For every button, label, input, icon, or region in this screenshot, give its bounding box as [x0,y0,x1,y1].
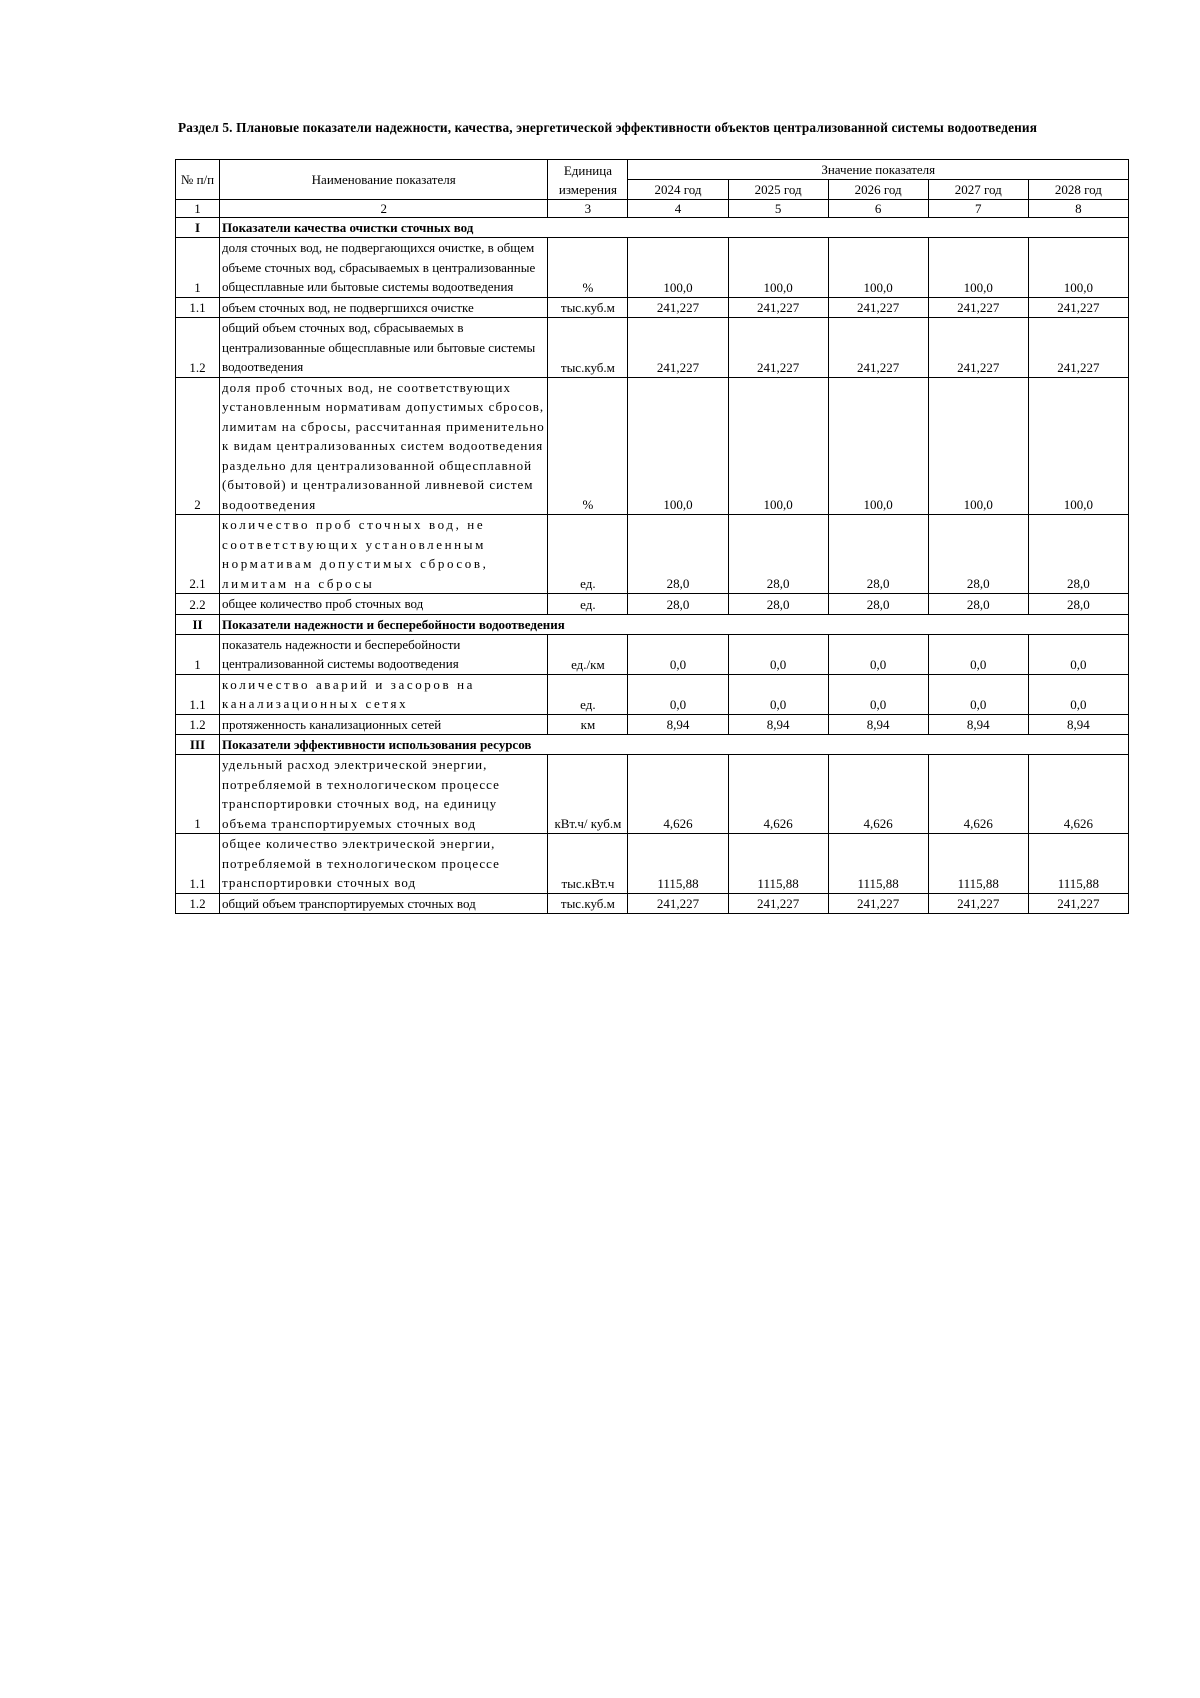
indicator-value: 241,227 [828,893,928,914]
row-number: 1.1 [176,297,220,318]
indicator-name: количество проб сточных вод, не соответствующих установленным нормативам допустимых сбросов, лимитам на сбросы [220,515,548,594]
indicator-value: 100,0 [928,377,1028,515]
indicator-value: 241,227 [828,318,928,378]
table-row [176,238,1129,298]
column-number: 8 [1028,200,1128,218]
column-number: 5 [728,200,828,218]
indicator-value: 241,227 [928,893,1028,914]
section-row [176,614,1129,634]
table-row [176,714,1129,735]
indicator-value: 8,94 [1028,714,1128,735]
table-row [176,674,1129,714]
indicator-value: 241,227 [628,297,728,318]
row-number: 1 [176,755,220,834]
header-year: 2026 год [828,180,928,200]
section-roman: III [176,735,220,755]
indicator-name: объем сточных вод, не подвергшихся очистке [220,297,548,318]
indicator-unit: тыс.куб.м [548,893,628,914]
indicator-value: 100,0 [828,377,928,515]
column-number: 7 [928,200,1028,218]
column-number: 4 [628,200,728,218]
indicator-name: показатель надежности и бесперебойности централизованной системы водоотведения [220,634,548,674]
indicator-value: 4,626 [728,755,828,834]
indicator-unit: тыс.куб.м [548,297,628,318]
indicator-value: 241,227 [728,297,828,318]
indicator-unit: кВт.ч/ куб.м [548,755,628,834]
indicator-value: 0,0 [728,634,828,674]
indicator-unit: % [548,238,628,298]
indicator-name: общий объем сточных вод, сбрасываемых в централизованные общесплавные или бытовые системы водоотведения [220,318,548,378]
indicator-value: 100,0 [728,377,828,515]
table-row [176,594,1129,615]
indicator-name: доля сточных вод, не подвергающихся очистке, в общем объеме сточных вод, сбрасываемых в централизованные общесплавные или бытовые системы водоотведения [220,238,548,298]
indicator-value: 0,0 [628,634,728,674]
table-row [176,834,1129,894]
indicator-unit: ед. [548,594,628,615]
section-row [176,218,1129,238]
indicator-value: 241,227 [728,893,828,914]
indicator-unit: тыс.куб.м [548,318,628,378]
column-number-row [176,200,1129,218]
header-year: 2028 год [1028,180,1128,200]
indicator-value: 241,227 [628,318,728,378]
indicator-value: 1115,88 [928,834,1028,894]
indicator-value: 28,0 [828,515,928,594]
table-row [176,893,1129,914]
indicator-value: 100,0 [1028,377,1128,515]
indicator-value: 1115,88 [728,834,828,894]
table-row [176,755,1129,834]
indicator-name: общий объем транспортируемых сточных вод [220,893,548,914]
indicator-unit: ед. [548,674,628,714]
indicator-value: 28,0 [1028,594,1128,615]
indicator-value: 8,94 [828,714,928,735]
indicator-value: 0,0 [928,674,1028,714]
row-number: 2.2 [176,594,220,615]
indicator-value: 0,0 [928,634,1028,674]
indicator-value: 28,0 [828,594,928,615]
header-value-group: Значение показателя [628,160,1129,180]
table-body [176,160,1129,914]
indicator-value: 4,626 [928,755,1028,834]
table-row [176,297,1129,318]
header-year: 2025 год [728,180,828,200]
indicator-value: 0,0 [1028,674,1128,714]
indicator-value: 4,626 [1028,755,1128,834]
header-num: № п/п [176,160,220,200]
indicator-unit: ед. [548,515,628,594]
indicator-value: 28,0 [728,594,828,615]
indicator-value: 1115,88 [828,834,928,894]
header-row-1 [176,160,1129,180]
column-number: 3 [548,200,628,218]
table-row [176,377,1129,515]
indicator-name: протяженность канализационных сетей [220,714,548,735]
indicator-value: 8,94 [928,714,1028,735]
indicator-value: 241,227 [928,318,1028,378]
indicator-unit: км [548,714,628,735]
section-roman: I [176,218,220,238]
indicator-value: 28,0 [628,594,728,615]
indicator-value: 4,626 [628,755,728,834]
section-title: Раздел 5. Плановые показатели надежности, качества, энергетической эффективности объектов централизованной системы водоотведения [178,120,1038,135]
indicator-value: 241,227 [928,297,1028,318]
indicator-value: 28,0 [928,594,1028,615]
indicator-value: 100,0 [728,238,828,298]
indicator-value: 0,0 [828,634,928,674]
indicator-value: 241,227 [628,893,728,914]
row-number: 1.2 [176,893,220,914]
indicator-value: 241,227 [1028,297,1128,318]
row-number: 1 [176,634,220,674]
indicators-table [175,159,1129,914]
indicator-value: 8,94 [628,714,728,735]
section-roman: II [176,614,220,634]
column-number: 2 [220,200,548,218]
indicator-value: 100,0 [628,238,728,298]
indicator-value: 0,0 [828,674,928,714]
header-name: Наименование показателя [220,160,548,200]
indicator-value: 241,227 [728,318,828,378]
row-number: 1.2 [176,318,220,378]
indicator-value: 100,0 [628,377,728,515]
row-number: 2.1 [176,515,220,594]
section-row [176,735,1129,755]
indicator-value: 0,0 [1028,634,1128,674]
indicator-unit: ед./км [548,634,628,674]
column-number: 1 [176,200,220,218]
table-row [176,634,1129,674]
header-unit: Единица измерения [548,160,628,200]
row-number: 1.2 [176,714,220,735]
row-number: 1 [176,238,220,298]
indicator-value: 28,0 [928,515,1028,594]
indicator-value: 28,0 [1028,515,1128,594]
indicator-name: доля проб сточных вод, не соответствующих установленным нормативам допустимых сбросов, лимитам на сбросы, рассчитанная применительно к видам централизованных систем водоотведения раздельно для централизованной общесплавной (бытовой) и централизованной ливневой систем водоотведения [220,377,548,515]
table-row [176,318,1129,378]
indicator-value: 28,0 [728,515,828,594]
indicator-unit: % [548,377,628,515]
section-heading: Показатели качества очистки сточных вод [220,218,1129,238]
indicator-value: 0,0 [628,674,728,714]
indicator-value: 241,227 [1028,318,1128,378]
indicator-unit: тыс.кВт.ч [548,834,628,894]
indicator-value: 4,626 [828,755,928,834]
indicator-value: 0,0 [728,674,828,714]
indicator-name: общее количество электрической энергии, потребляемой в технологическом процессе транспортировки сточных вод [220,834,548,894]
indicator-value: 8,94 [728,714,828,735]
indicator-value: 241,227 [1028,893,1128,914]
row-number: 1.1 [176,834,220,894]
indicator-value: 1115,88 [628,834,728,894]
indicator-value: 28,0 [628,515,728,594]
indicator-name: количество аварий и засоров на канализационных сетях [220,674,548,714]
column-number: 6 [828,200,928,218]
table-row [176,515,1129,594]
indicator-value: 1115,88 [1028,834,1128,894]
section-heading: Показатели эффективности использования ресурсов [220,735,1129,755]
indicator-name: общее количество проб сточных вод [220,594,548,615]
row-number: 1.1 [176,674,220,714]
indicator-value: 100,0 [928,238,1028,298]
header-year: 2027 год [928,180,1028,200]
section-heading: Показатели надежности и бесперебойности водоотведения [220,614,1129,634]
indicator-value: 100,0 [828,238,928,298]
indicator-name: удельный расход электрической энергии, потребляемой в технологическом процессе транспортировки сточных вод, на единицу объема транспортируемых сточных вод [220,755,548,834]
header-year: 2024 год [628,180,728,200]
indicator-value: 100,0 [1028,238,1128,298]
indicator-value: 241,227 [828,297,928,318]
row-number: 2 [176,377,220,515]
